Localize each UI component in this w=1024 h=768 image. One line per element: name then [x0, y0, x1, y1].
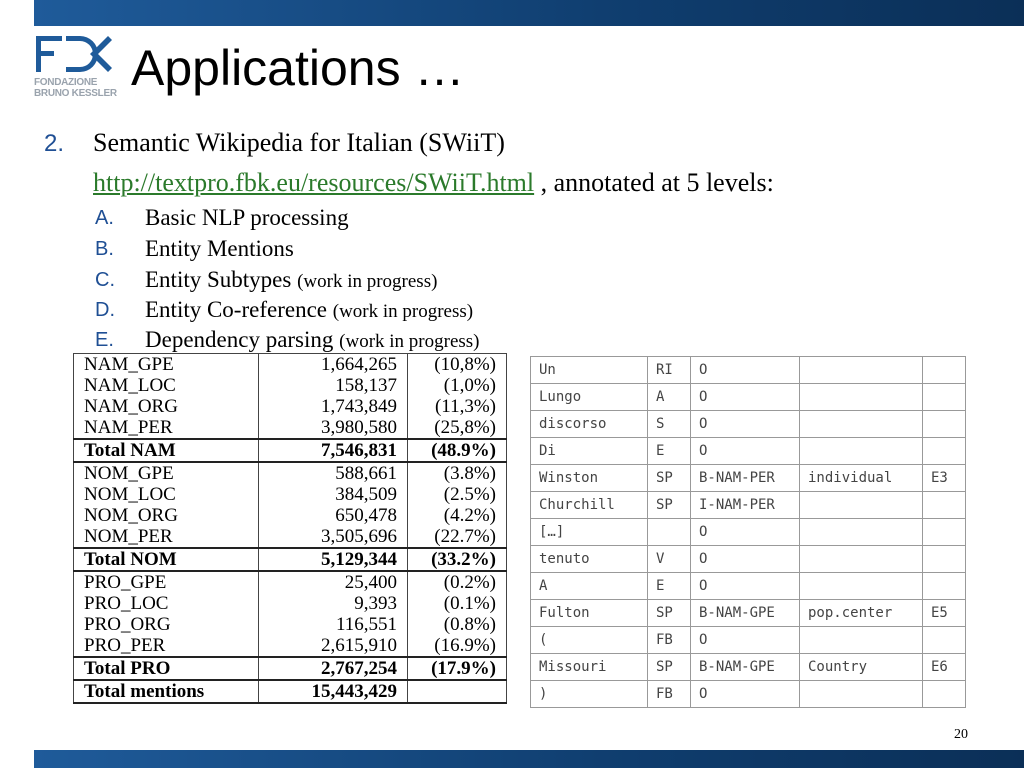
- mentions-cell-type: PRO_LOC: [74, 593, 259, 614]
- token-cell-pos: E: [648, 438, 691, 465]
- mentions-cell-count: 3,505,696: [259, 526, 408, 548]
- token-cell-entity-id: [923, 681, 966, 708]
- level-letter: A.: [95, 207, 114, 229]
- token-row: [531, 411, 966, 438]
- token-cell-token: Winston: [531, 465, 648, 492]
- token-row: [531, 681, 966, 708]
- token-cell-token: Missouri: [531, 654, 648, 681]
- token-cell-entity-id: [923, 627, 966, 654]
- mentions-cell-type: NAM_ORG: [74, 396, 259, 417]
- token-cell-pos: S: [648, 411, 691, 438]
- mentions-cell-type: NAM_GPE: [74, 354, 259, 376]
- mentions-cell-pct: (0.2%): [408, 571, 507, 593]
- mentions-cell-type: Total mentions: [74, 680, 259, 703]
- token-row: [531, 357, 966, 384]
- token-row: [531, 654, 966, 681]
- token-cell-token: ): [531, 681, 648, 708]
- token-cell-entity-id: [923, 411, 966, 438]
- token-cell-entity-id: [923, 519, 966, 546]
- mentions-cell-count: 3,980,580: [259, 417, 408, 439]
- mentions-cell-count: 588,661: [259, 462, 408, 484]
- token-cell-entity-id: [923, 357, 966, 384]
- mentions-cell-pct: (0.8%): [408, 614, 507, 635]
- token-cell-tag: O: [691, 519, 800, 546]
- mentions-cell-pct: (48.9%): [408, 439, 507, 462]
- token-cell-subtype: Country: [800, 654, 923, 681]
- mentions-row: [74, 526, 507, 548]
- mentions-cell-pct: (0.1%): [408, 593, 507, 614]
- token-cell-subtype: [800, 519, 923, 546]
- level-letter: D.: [95, 299, 115, 321]
- mentions-cell-type: Total NAM: [74, 439, 259, 462]
- mentions-cell-pct: (17.9%): [408, 657, 507, 680]
- token-cell-tag: O: [691, 627, 800, 654]
- mentions-cell-count: 15,443,429: [259, 680, 408, 703]
- token-cell-token: Fulton: [531, 600, 648, 627]
- token-row: [531, 384, 966, 411]
- level-text: Entity Subtypes: [145, 267, 292, 292]
- level-text: Entity Mentions: [145, 236, 294, 261]
- token-cell-token: Un: [531, 357, 648, 384]
- mentions-cell-count: 1,664,265: [259, 354, 408, 376]
- token-cell-pos: SP: [648, 654, 691, 681]
- mentions-row: [74, 593, 507, 614]
- token-cell-token: A: [531, 573, 648, 600]
- token-cell-tag: B-NAM-GPE: [691, 654, 800, 681]
- level-text: Dependency parsing: [145, 327, 334, 352]
- mentions-cell-pct: (25,8%): [408, 417, 507, 439]
- mentions-cell-type: PRO_GPE: [74, 571, 259, 593]
- mentions-row: [74, 635, 507, 657]
- token-cell-pos: SP: [648, 492, 691, 519]
- mentions-row: [74, 375, 507, 396]
- mentions-cell-count: 116,551: [259, 614, 408, 635]
- token-cell-token: Lungo: [531, 384, 648, 411]
- tokens-table: [530, 356, 966, 708]
- mentions-row: [74, 657, 507, 680]
- token-row: [531, 573, 966, 600]
- token-cell-pos: A: [648, 384, 691, 411]
- fbk-logo-mark: [34, 34, 112, 74]
- mentions-cell-type: NOM_PER: [74, 526, 259, 548]
- token-cell-subtype: [800, 411, 923, 438]
- token-cell-tag: O: [691, 384, 800, 411]
- mentions-cell-pct: (2.5%): [408, 484, 507, 505]
- token-row: [531, 438, 966, 465]
- mentions-row: [74, 462, 507, 484]
- logo-line2: BRUNO KESSLER: [34, 88, 117, 99]
- mentions-cell-type: NOM_ORG: [74, 505, 259, 526]
- token-row: [531, 465, 966, 492]
- mentions-row: [74, 484, 507, 505]
- mentions-row: [74, 439, 507, 462]
- token-cell-tag: O: [691, 357, 800, 384]
- mentions-row: [74, 548, 507, 571]
- token-cell-token: (: [531, 627, 648, 654]
- token-cell-tag: O: [691, 438, 800, 465]
- token-cell-subtype: [800, 573, 923, 600]
- level-text: Basic NLP processing: [145, 205, 349, 230]
- token-cell-entity-id: [923, 573, 966, 600]
- mentions-cell-count: 9,393: [259, 593, 408, 614]
- token-cell-subtype: [800, 357, 923, 384]
- mentions-row: [74, 571, 507, 593]
- token-cell-pos: V: [648, 546, 691, 573]
- token-cell-pos: E: [648, 573, 691, 600]
- token-cell-token: […]: [531, 519, 648, 546]
- token-cell-entity-id: E3: [923, 465, 966, 492]
- mentions-cell-type: NOM_GPE: [74, 462, 259, 484]
- token-cell-tag: O: [691, 573, 800, 600]
- token-cell-pos: [648, 519, 691, 546]
- mentions-cell-type: Total NOM: [74, 548, 259, 571]
- mentions-cell-count: 2,615,910: [259, 635, 408, 657]
- token-cell-tag: B-NAM-PER: [691, 465, 800, 492]
- mentions-table: [73, 353, 507, 704]
- mentions-cell-pct: (3.8%): [408, 462, 507, 484]
- mentions-cell-count: 7,546,831: [259, 439, 408, 462]
- mentions-cell-pct: [408, 680, 507, 703]
- token-cell-subtype: pop.center: [800, 600, 923, 627]
- token-cell-entity-id: E5: [923, 600, 966, 627]
- level-text: Entity Co-reference: [145, 297, 327, 322]
- mentions-row: [74, 396, 507, 417]
- token-cell-entity-id: [923, 492, 966, 519]
- mentions-row: [74, 505, 507, 526]
- token-cell-tag: I-NAM-PER: [691, 492, 800, 519]
- mentions-row: [74, 417, 507, 439]
- mentions-cell-pct: (22.7%): [408, 526, 507, 548]
- token-row: [531, 492, 966, 519]
- level-note: (work in progress): [297, 271, 438, 292]
- token-cell-subtype: [800, 546, 923, 573]
- token-cell-entity-id: [923, 438, 966, 465]
- mentions-cell-type: NAM_PER: [74, 417, 259, 439]
- token-cell-subtype: [800, 384, 923, 411]
- mentions-cell-count: 25,400: [259, 571, 408, 593]
- token-row: [531, 600, 966, 627]
- token-cell-subtype: [800, 627, 923, 654]
- item-heading: Semantic Wikipedia for Italian (SWiiT): [93, 128, 505, 157]
- level-letter: B.: [95, 238, 114, 260]
- token-row: [531, 627, 966, 654]
- token-cell-token: Churchill: [531, 492, 648, 519]
- mentions-cell-pct: (11,3%): [408, 396, 507, 417]
- logo-text: [34, 77, 117, 99]
- token-cell-entity-id: E6: [923, 654, 966, 681]
- mentions-cell-count: 384,509: [259, 484, 408, 505]
- token-cell-pos: SP: [648, 600, 691, 627]
- token-cell-tag: O: [691, 411, 800, 438]
- mentions-cell-type: Total PRO: [74, 657, 259, 680]
- mentions-row: [74, 614, 507, 635]
- token-cell-tag: B-NAM-GPE: [691, 600, 800, 627]
- token-cell-token: discorso: [531, 411, 648, 438]
- mentions-cell-count: 650,478: [259, 505, 408, 526]
- mentions-cell-pct: (10,8%): [408, 354, 507, 376]
- top-banner: [34, 0, 1024, 26]
- link-suffix: , annotated at 5 levels:: [534, 168, 774, 197]
- token-cell-subtype: [800, 492, 923, 519]
- token-cell-pos: SP: [648, 465, 691, 492]
- token-cell-subtype: individual: [800, 465, 923, 492]
- item-number: 2.: [44, 130, 65, 157]
- mentions-cell-type: PRO_ORG: [74, 614, 259, 635]
- token-row: [531, 546, 966, 573]
- mentions-cell-pct: (33.2%): [408, 548, 507, 571]
- token-cell-subtype: [800, 438, 923, 465]
- token-row: [531, 519, 966, 546]
- level-note: (work in progress): [332, 301, 474, 322]
- mentions-cell-count: 1,743,849: [259, 396, 408, 417]
- token-cell-subtype: [800, 681, 923, 708]
- token-cell-tag: O: [691, 681, 800, 708]
- token-cell-pos: FB: [648, 681, 691, 708]
- mentions-row: [74, 354, 507, 376]
- fbk-logo: [34, 34, 120, 102]
- level-note: (work in progress): [339, 331, 480, 352]
- mentions-cell-pct: (1,0%): [408, 375, 507, 396]
- token-cell-pos: FB: [648, 627, 691, 654]
- page-number: 20: [954, 727, 968, 742]
- item-link-line: [93, 168, 774, 198]
- swiit-link[interactable]: http://textpro.fbk.eu/resources/SWiiT.html: [93, 168, 535, 197]
- mentions-row: [74, 680, 507, 703]
- level-letter: E.: [95, 329, 114, 351]
- token-cell-pos: RI: [648, 357, 691, 384]
- mentions-cell-pct: (16.9%): [408, 635, 507, 657]
- mentions-cell-type: NOM_LOC: [74, 484, 259, 505]
- mentions-cell-type: PRO_PER: [74, 635, 259, 657]
- slide-title: Applications …: [131, 40, 465, 96]
- token-cell-entity-id: [923, 546, 966, 573]
- token-cell-entity-id: [923, 384, 966, 411]
- logo-line1: FONDAZIONE: [34, 77, 98, 88]
- mentions-cell-count: 158,137: [259, 375, 408, 396]
- token-cell-token: tenuto: [531, 546, 648, 573]
- bottom-banner: [34, 750, 1024, 768]
- mentions-cell-type: NAM_LOC: [74, 375, 259, 396]
- mentions-cell-pct: (4.2%): [408, 505, 507, 526]
- token-cell-tag: O: [691, 546, 800, 573]
- level-letter: C.: [95, 269, 115, 291]
- mentions-cell-count: 5,129,344: [259, 548, 408, 571]
- token-cell-token: Di: [531, 438, 648, 465]
- mentions-cell-count: 2,767,254: [259, 657, 408, 680]
